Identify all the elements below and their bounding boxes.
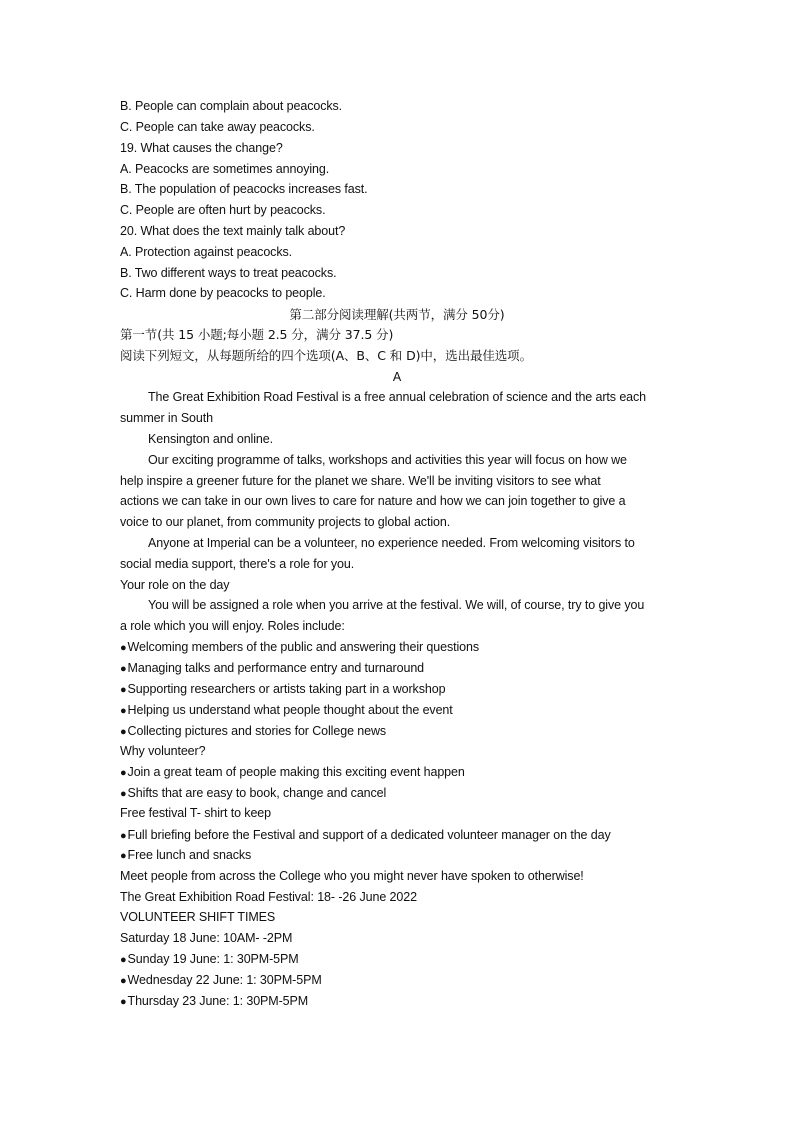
question-19: 19. What causes the change? (120, 141, 283, 155)
shift-time-item: ● Wednesday 22 June: 1: 30PM-5PM (120, 970, 322, 991)
instructions: 阅读下列短文，从每题所给的四个选项(A、B、C 和 D)中，选出最佳选项。 (120, 348, 532, 363)
passage-label: A (392, 370, 402, 384)
benefit-line: Free festival T- shirt to keep (120, 806, 271, 820)
passage-paragraph-line: voice to our planet, from community projects to global action. (120, 515, 451, 529)
option-20b: B. Two different ways to treat peacocks. (120, 266, 337, 280)
subsection-heading: 第一节(共 15 小题;每小题 2.5 分，满分 37.5 分) (120, 327, 394, 342)
festival-dates: The Great Exhibition Road Festival: 18- -26 June 2022 (120, 890, 417, 904)
bullet-list-item: ● Free lunch and snacks (120, 845, 251, 866)
bullet-list-item: ● Helping us understand what people thought about the event (120, 700, 453, 721)
option-19a: A. Peacocks are sometimes annoying. (120, 162, 330, 176)
passage-paragraph-line: a role which you will enjoy. Roles include: (120, 619, 345, 633)
passage-paragraph-line: summer in South (120, 411, 213, 425)
option-20a: A. Protection against peacocks. (120, 245, 292, 259)
subheading-your-role: Your role on the day (120, 578, 230, 592)
question-20: 20. What does the text mainly talk about? (120, 224, 346, 238)
bullet-list-item: ● Join a great team of people making this exciting event happen (120, 762, 465, 783)
passage-paragraph-line: You will be assigned a role when you arrive at the festival. We will, of course, try to give you (148, 598, 645, 612)
passage-paragraph-line: Anyone at Imperial can be a volunteer, no experience needed. From welcoming visitors to (148, 536, 635, 550)
subheading-why-volunteer: Why volunteer? (120, 744, 206, 758)
passage-paragraph-line: The Great Exhibition Road Festival is a free annual celebration of science and the arts each (148, 390, 647, 404)
benefit-line: Meet people from across the College who you might never have spoken to otherwise! (120, 869, 584, 883)
passage-paragraph-line: help inspire a greener future for the planet we share. We'll be inviting visitors to see what (120, 474, 601, 488)
bullet-list-item: ● Collecting pictures and stories for College news (120, 721, 386, 742)
option-18c: C. People can take away peacocks. (120, 120, 315, 134)
bullet-list-item: ● Full briefing before the Festival and support of a dedicated volunteer manager on the day (120, 825, 611, 846)
shift-times-heading: VOLUNTEER SHIFT TIMES (120, 910, 276, 924)
shift-time-item: ● Thursday 23 June: 1: 30PM-5PM (120, 991, 308, 1012)
passage-paragraph-line: actions we can take in our own lives to care for nature and how we can join together to give a (120, 494, 626, 508)
passage-paragraph-line: Our exciting programme of talks, workshops and activities this year will focus on how we (148, 453, 627, 467)
passage-paragraph-line: social media support, there's a role for you. (120, 557, 355, 571)
option-20c: C. Harm done by peacocks to people. (120, 286, 326, 300)
bullet-list-item: ● Supporting researchers or artists taking part in a workshop (120, 679, 445, 700)
passage-paragraph-line: Kensington and online. (148, 432, 273, 446)
bullet-list-item: ● Managing talks and performance entry and turnaround (120, 658, 424, 679)
option-19b: B. The population of peacocks increases fast. (120, 182, 368, 196)
shift-time-item: Saturday 18 June: 10AM- -2PM (120, 931, 293, 945)
shift-time-item: ● Sunday 19 June: 1: 30PM-5PM (120, 949, 299, 970)
bullet-list-item: ● Welcoming members of the public and answering their questions (120, 637, 479, 658)
section-heading: 第二部分阅读理解(共两节，满分 50分) (289, 307, 505, 322)
bullet-list-item: ● Shifts that are easy to book, change and cancel (120, 783, 386, 804)
option-19c: C. People are often hurt by peacocks. (120, 203, 326, 217)
option-18b: B. People can complain about peacocks. (120, 99, 343, 113)
